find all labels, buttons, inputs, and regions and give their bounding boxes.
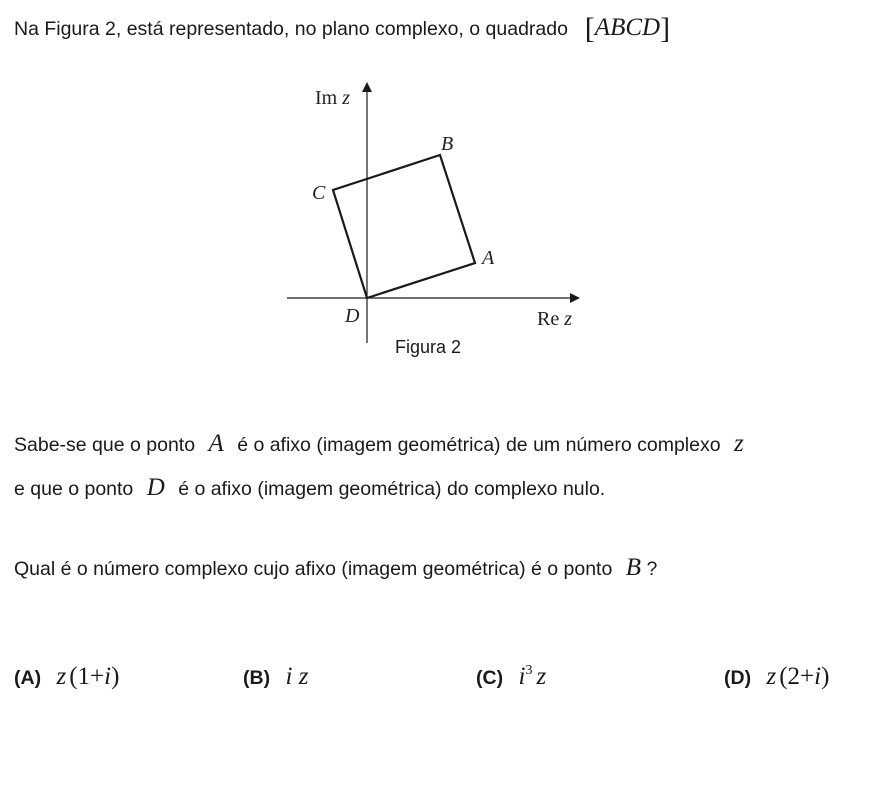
option-d-expression: z (2+i)	[766, 663, 830, 690]
square-name: ABCD	[594, 14, 661, 41]
label-point-b: B	[441, 133, 454, 155]
statement-var-z: z	[734, 430, 744, 457]
statement-point-d: D	[146, 474, 165, 501]
question-text: Qual é o número complexo cujo afixo (imagem geométrica) é o ponto	[14, 558, 613, 580]
intro-text: Na Figura 2, está representado, no plano complexo, o quadrado	[14, 18, 568, 40]
question-line	[14, 554, 657, 582]
option-b[interactable]	[243, 663, 308, 691]
statement-line-1	[14, 430, 744, 458]
option-a-expression: z (1+i)	[56, 663, 120, 690]
label-point-a: A	[482, 247, 495, 269]
label-point-c: C	[312, 182, 326, 204]
imaginary-axis-label: Im z	[315, 87, 351, 109]
square-bracket-close: ]	[660, 12, 671, 45]
option-a-letter: (A)	[14, 667, 42, 689]
statement-line-2	[14, 474, 605, 502]
square-bracket-open: [	[584, 12, 595, 45]
question-point-b: B	[625, 554, 642, 581]
option-b-expression: i z	[285, 663, 309, 690]
real-axis-label: Re z	[537, 308, 573, 330]
statement-point-a: A	[208, 430, 224, 457]
option-c-expression: $i^3$ z	[518, 663, 547, 690]
statement-text-2a: e que o ponto	[14, 478, 134, 500]
option-d[interactable]	[724, 663, 829, 691]
statement-text-1b: é o afixo (imagem geométrica) de um número complexo	[237, 434, 721, 456]
square-abcd	[333, 155, 475, 298]
option-c[interactable]	[476, 663, 546, 691]
option-b-letter: (B)	[243, 667, 271, 689]
figure-caption: Figura 2	[395, 337, 462, 357]
option-c-letter: (C)	[476, 667, 504, 689]
option-d-letter: (D)	[724, 667, 752, 689]
question-mark: ?	[646, 558, 658, 580]
option-a[interactable]	[14, 663, 119, 691]
statement-text-2b: é o afixo (imagem geométrica) do complexo nulo.	[178, 478, 606, 500]
label-point-d: D	[345, 305, 360, 327]
statement-text-1a: Sabe-se que o ponto	[14, 434, 196, 456]
